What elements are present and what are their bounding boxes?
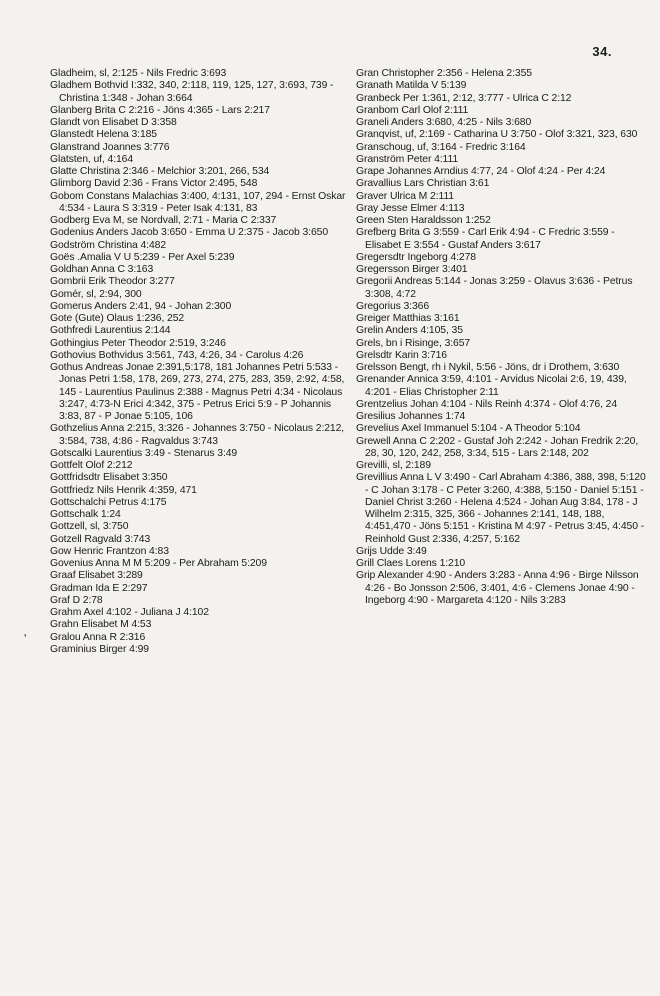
index-entry: Grelin Anders 4:105, 35 bbox=[356, 325, 463, 337]
index-entry: Godberg Eva M, se Nordvall, 2:71 - Maria C 2:337 bbox=[50, 215, 277, 226]
index-entry: Gravallius Lars Christian 3:61 bbox=[356, 178, 490, 190]
index-entry: Granschoug, uf, 3:164 - Fredric 3:164 bbox=[356, 141, 526, 153]
index-entry: Gothovius Bothvidus 3:561, 743, 4:26, 34 - Carolus 4:26 bbox=[50, 349, 304, 361]
index-entry: Graminius Birger 4:99 bbox=[50, 643, 149, 655]
index-entry: Granath Matilda V 5:139 bbox=[356, 80, 467, 92]
index-entry: Govenius Anna M M 5:209 - Per Abraham 5:209 bbox=[50, 558, 267, 569]
index-entry: Gresilius Johannes 1:74 bbox=[356, 411, 466, 422]
index-entry: Glatsten, uf, 4:164 bbox=[50, 153, 134, 165]
index-entry: Gregersson Birger 3:401 bbox=[356, 264, 468, 275]
index-entry: Godström Christina 4:482 bbox=[50, 239, 166, 251]
index-entry: Graf D 2:78 bbox=[50, 594, 103, 606]
index-entry: Gottschalchi Petrus 4:175 bbox=[50, 496, 167, 508]
index-entry: Grahm Axel 4:102 - Juliana J 4:102 bbox=[50, 607, 209, 618]
index-entry: Gote (Gute) Olaus 1:236, 252 bbox=[50, 313, 185, 324]
index-column-right bbox=[356, 68, 646, 607]
index-entry: Gralou Anna R 2:316 bbox=[50, 631, 146, 643]
index-entry: Gottfridsdtr Elisabet 3:350 bbox=[50, 472, 168, 484]
index-entry: Glimborg David 2:36 - Frans Victor 2:495, 548 bbox=[50, 178, 258, 190]
index-entry: Gladhem Bothvid I:332, 340, 2:118, 119, 125, 127, 3:693, 739 - Christina 1:348 - Johan 3:664 bbox=[50, 80, 334, 104]
index-entry: Granbom Carl Olof 2:111 bbox=[356, 104, 469, 116]
index-entry: Gothus Andreas Jonae 2:391,5:178, 181 Johannes Petri 5:533 - Jonas Petri 1:58, 178, 269, 273, 274, 275, 283, 359, 2:92, 4:58, 145 - Laurentius Paulinus 2:388 - Magnus Petri 4:34 - Nicolaus 3:247, 4:73-N Erici 4:342, 375 - Petrus Erici 5:9 - P Johannis 3:83, 87 - P Jonae 5:105, 106 bbox=[50, 362, 345, 422]
index-entry: Grevilli, sl, 2:189 bbox=[356, 460, 431, 471]
index-entry: Glanstrand Joannes 3:776 bbox=[50, 141, 170, 153]
index-entry: Grape Johannes Arndius 4:77, 24 - Olof 4:24 - Per 4:24 bbox=[356, 166, 606, 177]
index-entry: Gregersdtr Ingeborg 4:278 bbox=[356, 251, 476, 263]
index-entry: Graver Ulrica M 2:111 bbox=[356, 190, 454, 202]
index-entry: Gobom Constans Malachias 3:400, 4:131, 107, 294 - Ernst Oskar 4:534 - Laura S 3:319 - Peter Isak 4:131, 83 bbox=[50, 190, 346, 214]
index-entry: Gombrii Erik Theodor 3:277 bbox=[50, 276, 175, 288]
index-entry: Glanstedt Helena 3:185 bbox=[50, 129, 157, 141]
index-entry: Grevillius Anna L V 3:490 - Carl Abraham 4:386, 388, 398, 5:120 - C Johan 3:178 - C Peter 3:260, 4:388, 5:150 - Daniel 5:151 - Daniel Christ 3:260 - Helena 4:524 - Johan Aug 3:84, 178 - J Wilhelm 2:315, 325, 366 - Johannes 2:141, 148, 188, 4:451,470 - Jöns 5:151 - Kristina M 4:97 - Petrus 3:45, 4:450 - Reinhold Gust 2:336, 4:257, 5:162 bbox=[356, 472, 646, 545]
index-entry: Grijs Udde 3:49 bbox=[356, 545, 427, 557]
index-entry: Grelsdtr Karin 3:716 bbox=[356, 349, 447, 361]
index-entry: Gray Jesse Elmer 4:113 bbox=[356, 202, 465, 214]
index-entry: Gottfriedz Nils Henrik 4:359, 471 bbox=[50, 484, 197, 496]
index-entry: Gregorius 3:366 bbox=[356, 300, 430, 312]
index-entry: Gran Christopher 2:356 - Helena 2:355 bbox=[356, 68, 532, 79]
index-entry: Grip Alexander 4:90 - Anders 3:283 - Anna 4:96 - Birge Nilsson 4:26 - Bo Jonsson 2:506, 3:401, 4:6 - Clemens Jonae 4:90 - Ingeborg 4:90 - Margareta 4:120 - Nils 3:283 bbox=[356, 570, 639, 606]
index-entry: Grevelius Axel Immanuel 5:104 - A Theodor 5:104 bbox=[356, 423, 581, 435]
index-entry: Greiger Matthias 3:161 bbox=[356, 313, 460, 324]
index-entry: Granström Peter 4:111 bbox=[356, 153, 459, 165]
index-column-left bbox=[50, 68, 346, 656]
margin-mark: ' bbox=[24, 631, 27, 646]
index-entry: Gottschalk 1:24 bbox=[50, 509, 121, 520]
index-entry: Grenander Annica 3:59, 4:101 - Arvidus Nicolai 2:6, 19, 439, 4:201 - Elias Christopher 2:11 bbox=[356, 374, 627, 398]
index-entry: Gomér, sl, 2:94, 300 bbox=[50, 288, 142, 300]
index-entry: Grentzelius Johan 4:104 - Nils Reinh 4:374 - Olof 4:76, 24 bbox=[356, 398, 618, 410]
index-entry: Gotzell Ragvald 3:743 bbox=[50, 533, 151, 545]
index-entry: Gothingius Peter Theodor 2:519, 3:246 bbox=[50, 337, 226, 349]
index-entry: Glatte Christina 2:346 - Melchior 3:201, 266, 534 bbox=[50, 166, 270, 177]
index-entry: Glandt von Elisabet D 3:358 bbox=[50, 117, 177, 128]
index-entry: Gregorii Andreas 5:144 - Jonas 3:259 - Olavus 3:636 - Petrus 3:308, 4:72 bbox=[356, 276, 633, 300]
index-entry: Grahn Elisabet M 4:53 bbox=[50, 619, 152, 631]
index-entry: Gomerus Anders 2:41, 94 - Johan 2:300 bbox=[50, 300, 232, 312]
index-entry: Gow Henric Frantzon 4:83 bbox=[50, 545, 169, 557]
index-entry: Gotscalki Laurentius 3:49 - Stenarus 3:49 bbox=[50, 447, 238, 459]
index-entry: Goldhan Anna C 3:163 bbox=[50, 264, 154, 275]
index-entry: Grill Claes Lorens 1:210 bbox=[356, 558, 466, 569]
index-entry: Goës .Amalia V U 5:239 - Per Axel 5:239 bbox=[50, 251, 235, 263]
index-entry: Granqvist, uf, 2:169 - Catharina U 3:750 - Olof 3:321, 323, 630 bbox=[356, 129, 638, 141]
index-entry: Grewell Anna C 2:202 - Gustaf Joh 2:242 - Johan Fredrik 2:20, 28, 30, 120, 242, 258, 3:34, 515 - Lars 2:148, 202 bbox=[356, 435, 639, 459]
index-entry: Glanberg Brita C 2:216 - Jöns 4:365 - Lars 2:217 bbox=[50, 104, 270, 116]
index-entry: Gradman Ida E 2:297 bbox=[50, 582, 148, 594]
index-entry: Gothfredi Laurentius 2:144 bbox=[50, 325, 171, 337]
index-entry: Green Sten Haraldsson 1:252 bbox=[356, 215, 491, 226]
index-entry: Graaf Elisabet 3:289 bbox=[50, 570, 143, 582]
index-entry: Grefberg Brita G 3:559 - Carl Erik 4:94 - C Fredric 3:559 - Elisabet E 3:554 - Gustaf Anders 3:617 bbox=[356, 227, 615, 251]
index-entry: Gottfelt Olof 2:212 bbox=[50, 460, 133, 471]
index-entry: Gottzell, sl, 3:750 bbox=[50, 521, 129, 533]
index-entry: Gothzelius Anna 2:215, 3:326 - Johannes 3:750 - Nicolaus 2:212, 3:584, 738, 4:86 - Ragvaldus 3:743 bbox=[50, 423, 345, 447]
index-entry: Grels, bn i Risinge, 3:657 bbox=[356, 337, 471, 349]
index-entry: Graneli Anders 3:680, 4:25 - Nils 3:680 bbox=[356, 117, 532, 128]
index-entry: Godenius Anders Jacob 3:650 - Emma U 2:375 - Jacob 3:650 bbox=[50, 227, 329, 239]
index-entry: Granbeck Per 1:361, 2:12, 3:777 - Ulrica C 2:12 bbox=[356, 92, 572, 104]
index-entry: Grelsson Bengt, rh i Nykil, 5:56 - Jöns, dr i Drothem, 3:630 bbox=[356, 362, 620, 373]
index-entry: Gladheim, sl, 2:125 - Nils Fredric 3:693 bbox=[50, 68, 227, 79]
page-number: 34. bbox=[592, 44, 612, 59]
